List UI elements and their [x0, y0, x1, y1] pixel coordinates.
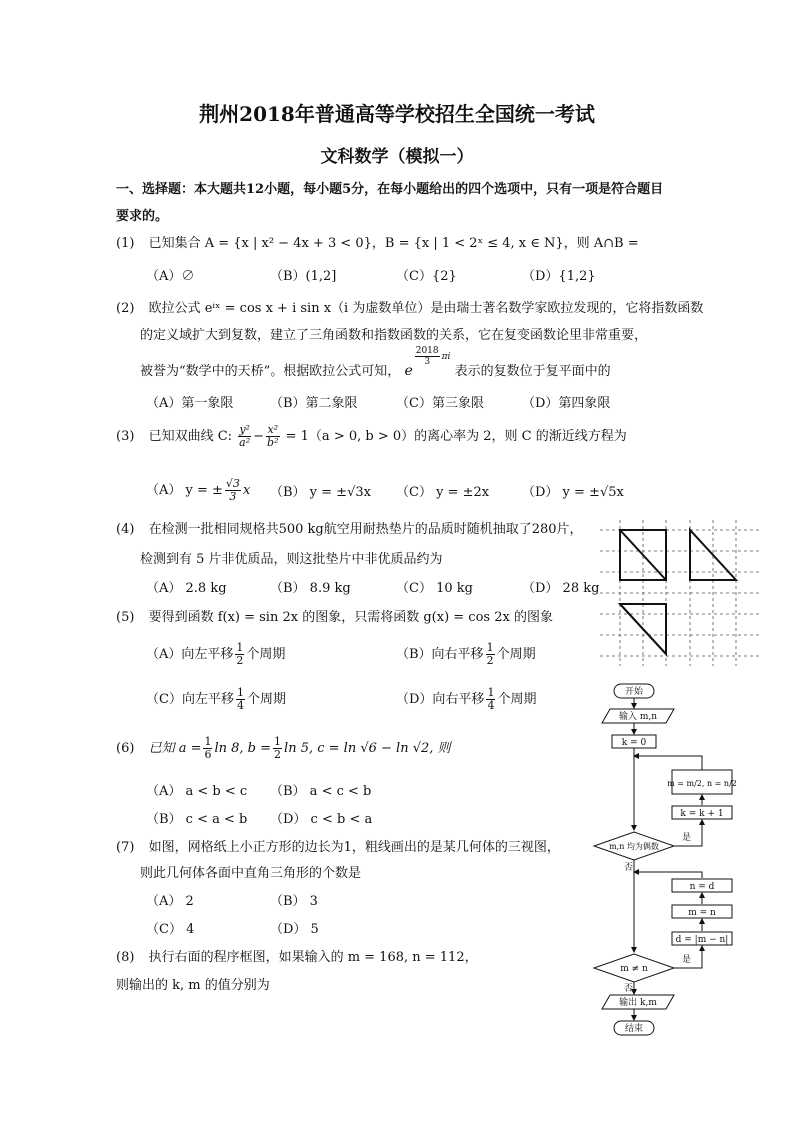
- q1-option-d: （D）{1,2}: [522, 269, 596, 284]
- numerator: 1: [274, 735, 282, 748]
- question-3: (3) 已知双曲线 C: $\frac{\text{y²}}{\text{a²}}$ − $\frac{\text{x²}}{\text{b²}}$ = 1（a > 0, b > 0）的离心率为 2，则 C 的渐近线方程为: [116, 423, 627, 449]
- numerator: 1: [487, 686, 495, 699]
- fraction: [486, 642, 495, 667]
- question-8: [116, 946, 478, 965]
- question-stem: 已知集合 A = {x | x² − 4x + 3 < 0}，B = {x | 1 < 2ˣ ≤ 4, x ∈ N}，则 A∩B =: [148, 236, 639, 251]
- grid-lines: [600, 520, 760, 666]
- question-4: [116, 518, 583, 537]
- fraction: [266, 424, 279, 449]
- flow-increment-label: k = k + 1: [680, 809, 724, 819]
- flow-init-label: k = 0: [621, 738, 647, 748]
- fraction: [486, 687, 495, 712]
- flow-cond1-label: m,n 均为偶数: [609, 842, 659, 851]
- question-7: [116, 836, 560, 855]
- exp-power: [413, 346, 451, 367]
- denominator: 2: [274, 748, 282, 761]
- flow-input-label: 输入 m,n: [618, 712, 658, 722]
- flow-no2-label: 否: [624, 984, 634, 994]
- q2-option-d: （D）第四象限: [522, 396, 611, 411]
- exp-num: 2018: [415, 346, 439, 356]
- question-line-1: 执行右面的程序框图，如果输入的 m = 168, n = 112，: [148, 950, 478, 965]
- page-title: 荆州2018年普通高等学校招生全国统一考试: [199, 102, 595, 126]
- loop-back-arrow: [634, 872, 702, 878]
- fraction: [235, 642, 244, 667]
- q2-option-b: （B）第二象限: [270, 396, 358, 411]
- denominator: 4: [487, 699, 495, 712]
- option-tail: x: [242, 483, 251, 498]
- numerator: 1: [204, 735, 212, 748]
- option-label: （A）向左平移: [146, 647, 234, 662]
- q7-option-c: （C） 4: [146, 922, 195, 937]
- flow-halve-label: m = m/2, n = n/2: [667, 779, 737, 788]
- question-number: (7): [116, 840, 135, 855]
- fraction: [203, 736, 212, 761]
- fraction: [238, 424, 251, 449]
- flow-yes2-label: 是: [682, 955, 692, 965]
- flow-no1-label: 否: [624, 863, 634, 873]
- text-span: 已知双曲线 C:: [148, 429, 233, 444]
- q3-option-a: [146, 478, 250, 503]
- q6-option-d: （D） c < b < a: [270, 812, 373, 827]
- numerator: 1: [486, 641, 494, 654]
- q4-option-d: （D） 28 kg: [522, 581, 600, 596]
- flow-m-label: m = n: [688, 908, 716, 918]
- page-subtitle: 文科数学（模拟一）: [320, 147, 474, 167]
- flowchart: [590, 682, 770, 1038]
- question-number: (8): [116, 950, 135, 965]
- denominator: 3: [229, 490, 237, 503]
- side-view: [690, 530, 736, 580]
- question-line-1: 欧拉公式 eⁱˣ = cos x + i sin x（i 为虚数单位）是由瑞士著名数学家欧拉发现的，它将指数函数: [148, 301, 704, 316]
- numerator: √3: [225, 477, 240, 490]
- text-span: 表示的复数位于复平面中的: [454, 364, 611, 379]
- option-tail: 个周期: [246, 692, 286, 707]
- question-number: (4): [116, 522, 135, 537]
- question-number: (5): [116, 610, 135, 625]
- denominator: 4: [236, 699, 244, 712]
- denominator: 6: [204, 748, 212, 761]
- option-tail: 个周期: [246, 647, 286, 662]
- question-number: (3): [116, 429, 135, 444]
- question-line-2: 则输出的 k, m 的值分别为: [116, 978, 270, 993]
- question-line-2: 的定义域扩大到复数，建立了三角函数和指数函数的关系，它在复变函数论里非常重要，: [140, 328, 648, 343]
- flow-n-label: n = d: [689, 882, 715, 892]
- numerator: 1: [236, 641, 244, 654]
- question-2: [116, 297, 703, 316]
- flow-start-label: 开始: [624, 687, 644, 697]
- q1-option-b: （B）(1,2]: [270, 269, 337, 284]
- option-label: （C）向左平移: [146, 692, 234, 707]
- text-span: 被誉为“数学中的天桥”。根据欧拉公式可知，: [140, 364, 401, 379]
- q1-option-a: （A）∅: [146, 269, 195, 284]
- q7-option-a: （A） 2: [146, 894, 194, 909]
- denominator: a²: [239, 436, 251, 449]
- exp-tail: πi: [441, 352, 451, 362]
- q7-option-d: （D） 5: [270, 922, 319, 937]
- three-view-figure: [596, 518, 764, 668]
- fraction: [236, 687, 245, 712]
- option-label: （B）向右平移: [396, 647, 484, 662]
- numerator: 1: [236, 686, 244, 699]
- question-number: (2): [116, 301, 135, 316]
- text-span: ln 8, b =: [214, 741, 272, 756]
- question-line-3: [140, 346, 611, 379]
- denominator: b²: [267, 436, 279, 449]
- q4-option-a: （A） 2.8 kg: [146, 581, 227, 596]
- question-line-2: 检测到有 5 片非优质品，则这批垫片中非优质品约为: [140, 552, 443, 567]
- flow-yes1-label: 是: [682, 833, 692, 843]
- text-span: 已知 a =: [148, 741, 202, 756]
- question-number: (6): [116, 741, 135, 756]
- exp-base: e: [404, 363, 413, 379]
- q6-option-b: （B） a < c < b: [270, 784, 372, 799]
- q5-option-c: [146, 687, 286, 712]
- numerator: x²: [267, 423, 279, 436]
- question-5: [116, 606, 553, 625]
- question-line-1: 如图，网格纸上小正方形的边长为1，粗线画出的是某几何体的三视图，: [148, 840, 560, 855]
- q4-option-c: （C） 10 kg: [396, 581, 473, 596]
- option-tail: 个周期: [496, 647, 536, 662]
- text-span: ln 5, c = ln √6 − ln √2, 则: [284, 741, 451, 756]
- q5-option-b: [396, 642, 536, 667]
- q7-option-b: （B） 3: [270, 894, 318, 909]
- q3-option-c: （C） y = ±2x: [396, 485, 490, 500]
- option-tail: 个周期: [497, 692, 537, 707]
- text-span: = 1（a > 0, b > 0）的离心率为 2，则 C 的渐近线方程为: [285, 429, 627, 444]
- q3-option-b: （B） y = ±√3x: [270, 485, 371, 500]
- loop-back-arrow: [634, 756, 702, 770]
- fraction: [273, 736, 282, 761]
- flow-end-label: 结束: [624, 1024, 644, 1034]
- q6-option-c: （B） c < a < b: [146, 812, 248, 827]
- denominator: 2: [236, 654, 244, 667]
- q2-option-a: （A）第一象限: [146, 396, 234, 411]
- option-label: （A） y = ±: [146, 483, 223, 498]
- question-stem: 要得到函数 f(x) = sin 2x 的图象，只需将函数 g(x) = cos 2x 的图象: [148, 610, 553, 625]
- flow-d-label: d = |m − n|: [675, 935, 729, 945]
- numerator: y²: [239, 423, 250, 436]
- q4-option-b: （B） 8.9 kg: [270, 581, 351, 596]
- q3-option-d: （D） y = ±√5x: [522, 485, 624, 500]
- question-1: [116, 232, 639, 251]
- flow-cond2-label: m ≠ n: [620, 964, 648, 974]
- q2-option-c: （C）第三象限: [396, 396, 484, 411]
- q5-option-d: [396, 687, 536, 712]
- flow-output-label: 输出 k,m: [619, 998, 657, 1008]
- question-line-2: 则此几何体各面中直角三角形的个数是: [140, 866, 362, 881]
- denominator: 2: [486, 654, 494, 667]
- exp-den: 3: [424, 357, 431, 367]
- question-number: (1): [116, 236, 135, 251]
- question-line-1: 在检测一批相同规格共500 kg航空用耐热垫片的品质时随机抽取了280片，: [148, 522, 583, 537]
- option-label: （D）向右平移: [396, 692, 485, 707]
- fraction: [225, 478, 241, 503]
- front-view: [620, 530, 666, 580]
- q5-option-a: [146, 642, 285, 667]
- question-6: [116, 736, 451, 761]
- q1-option-c: （C）{2}: [396, 269, 457, 284]
- q6-option-a: （A） a < b < c: [146, 784, 248, 799]
- section-heading: 一、选择题：本大题共12小题，每小题5分，在每小题给出的四个选项中，只有一项是符合题目要求的。: [116, 182, 664, 224]
